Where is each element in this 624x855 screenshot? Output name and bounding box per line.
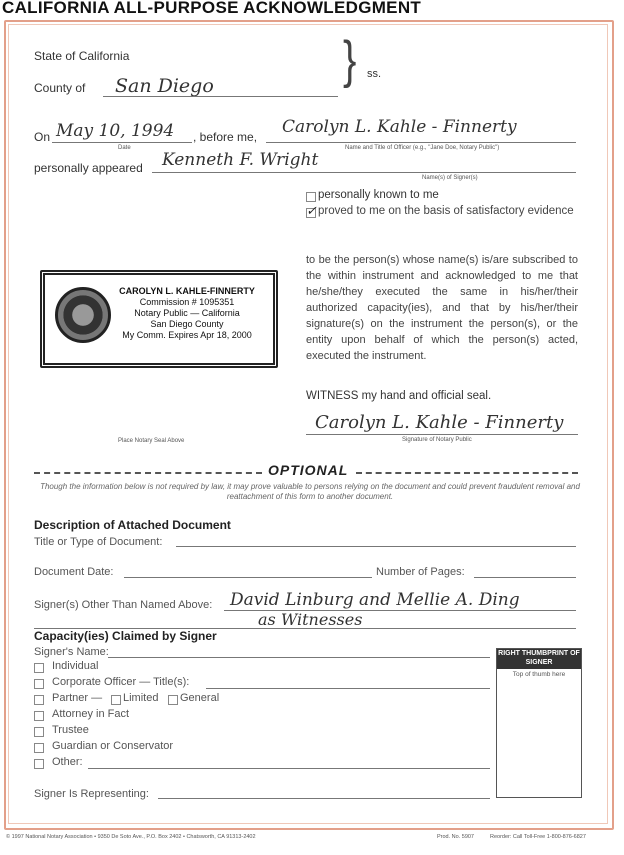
- stamp-expires: My Comm. Expires Apr 18, 2000: [122, 330, 252, 340]
- other-signers-value2: as Witnesses: [258, 610, 363, 629]
- date-value[interactable]: May 10, 1994: [56, 121, 175, 141]
- representing-label: Signer Is Representing:: [34, 788, 149, 800]
- capacity-checkbox-guardian[interactable]: [34, 743, 44, 753]
- date-caption: Date: [118, 145, 131, 151]
- appeared-label: personally appeared: [34, 161, 143, 175]
- general-checkbox[interactable]: [168, 695, 178, 705]
- statement-text: to be the person(s) whose name(s) is/are subscribed to the within instrument and acknowledged to me that he/she/they executed the same in his/her/their authorized capacity(ies), and that by his/her/their signature(s) on the instrument the person(s), or the entity upon behalf of which the person(s) acted, executed the instrument.: [306, 254, 578, 362]
- capacity-checkbox-attorney[interactable]: [34, 711, 44, 721]
- signature-caption: Signature of Notary Public: [402, 437, 472, 443]
- limited-checkbox[interactable]: [111, 695, 121, 705]
- signature-line: [306, 434, 578, 435]
- other-capacity-field[interactable]: [88, 768, 490, 769]
- signer-name-label: Signer's Name:: [34, 646, 109, 658]
- known-label: personally known to me: [318, 189, 439, 201]
- state-label: State of California: [34, 49, 130, 63]
- thumb-heading: RIGHT THUMBPRINT OF SIGNER: [497, 649, 581, 669]
- capacity-individual: Individual: [52, 660, 99, 672]
- capacity-checkbox-other[interactable]: [34, 759, 44, 769]
- optional-rule-left: [34, 472, 262, 474]
- stamp-name: CAROLYN L. KAHLE-FINNERTY: [119, 286, 255, 296]
- signer-caption: Name(s) of Signer(s): [422, 175, 478, 181]
- corporate-title-field[interactable]: [206, 688, 490, 689]
- signer-line: [152, 172, 576, 173]
- capacity-checkbox-trustee[interactable]: [34, 727, 44, 737]
- title-field[interactable]: [176, 546, 576, 547]
- optional-heading: OPTIONAL: [268, 462, 349, 478]
- capacity-trustee: Trustee: [52, 724, 89, 736]
- venue-brace: }: [343, 31, 357, 89]
- optional-disclaimer: Though the information below is not required by law, it may prove valuable to persons relying on the document and could prevent fraudulent removal and reattachment of this form to another document.: [40, 482, 580, 501]
- date-line: [52, 142, 192, 143]
- other-signers-value[interactable]: David Linburg and Mellie A. Ding: [230, 590, 520, 610]
- signer-value[interactable]: Kenneth F. Wright: [162, 150, 319, 170]
- footer-reorder: Reorder: Call Toll-Free 1-800-876-6827: [490, 834, 586, 840]
- thumbprint-box[interactable]: [496, 648, 582, 798]
- form-title: CALIFORNIA ALL-PURPOSE ACKNOWLEDGMENT: [2, 0, 422, 17]
- pages-field[interactable]: [474, 577, 576, 578]
- footer-prod: Prod. No. 5907: [437, 834, 474, 840]
- signer-name-field[interactable]: [108, 657, 490, 658]
- description-heading: Description of Attached Document: [34, 518, 231, 532]
- stamp-commission: Commission # 1095351: [139, 297, 235, 307]
- stamp-caption: Place Notary Seal Above: [118, 438, 185, 444]
- capacity-guardian: Guardian or Conservator: [52, 740, 174, 752]
- limited-label: Limited: [123, 692, 159, 704]
- capacity-other: Other:: [52, 756, 83, 768]
- officer-value[interactable]: Carolyn L. Kahle - Finnerty: [282, 117, 517, 137]
- date-doc-label: Document Date:: [34, 566, 114, 578]
- notary-signature: Carolyn L. Kahle - Finnerty: [315, 412, 564, 433]
- county-line: [103, 96, 338, 97]
- capacity-corporate: Corporate Officer — Title(s):: [52, 676, 190, 688]
- witness-label: WITNESS my hand and official seal.: [306, 390, 492, 402]
- pages-label: Number of Pages:: [376, 566, 465, 578]
- thumb-caption: Top of thumb here: [512, 671, 566, 678]
- optional-rule-right: [356, 472, 578, 474]
- capacity-heading: Capacity(ies) Claimed by Signer: [34, 629, 217, 643]
- footer-copyright: © 1997 National Notary Association • 9350 De Soto Ave., P.O. Box 2402 • Chatsworth, CA 91313-2402: [6, 834, 256, 840]
- representing-field[interactable]: [158, 798, 490, 799]
- capacity-checkbox-corporate[interactable]: [34, 679, 44, 689]
- capacity-checkbox-partner[interactable]: [34, 695, 44, 705]
- county-label: County of: [34, 81, 86, 95]
- title-label: Title or Type of Document:: [34, 536, 163, 548]
- other-signers-label: Signer(s) Other Than Named Above:: [34, 599, 213, 611]
- general-label: General: [180, 692, 220, 704]
- doc-date-field[interactable]: [124, 577, 372, 578]
- capacity-attorney: Attorney in Fact: [52, 708, 130, 720]
- stamp-title: Notary Public — California: [134, 308, 240, 318]
- capacity-checkbox-individual[interactable]: [34, 663, 44, 673]
- known-checkbox[interactable]: [306, 192, 316, 202]
- state-seal-icon: [55, 287, 111, 343]
- proved-label: proved to me on the basis of satisfactory evidence: [318, 205, 574, 217]
- before-me-label: , before me,: [193, 130, 258, 144]
- county-value[interactable]: San Diego: [115, 75, 214, 97]
- ss-label: ss.: [367, 68, 382, 80]
- stamp-county: San Diego County: [150, 319, 224, 329]
- officer-line: [266, 142, 576, 143]
- proved-checkbox[interactable]: ✓: [306, 203, 317, 218]
- officer-caption: Name and Title of Officer (e.g., "Jane Doe, Notary Public"): [345, 145, 500, 151]
- on-label: On: [34, 130, 51, 144]
- capacity-partner: Partner —: [52, 692, 103, 704]
